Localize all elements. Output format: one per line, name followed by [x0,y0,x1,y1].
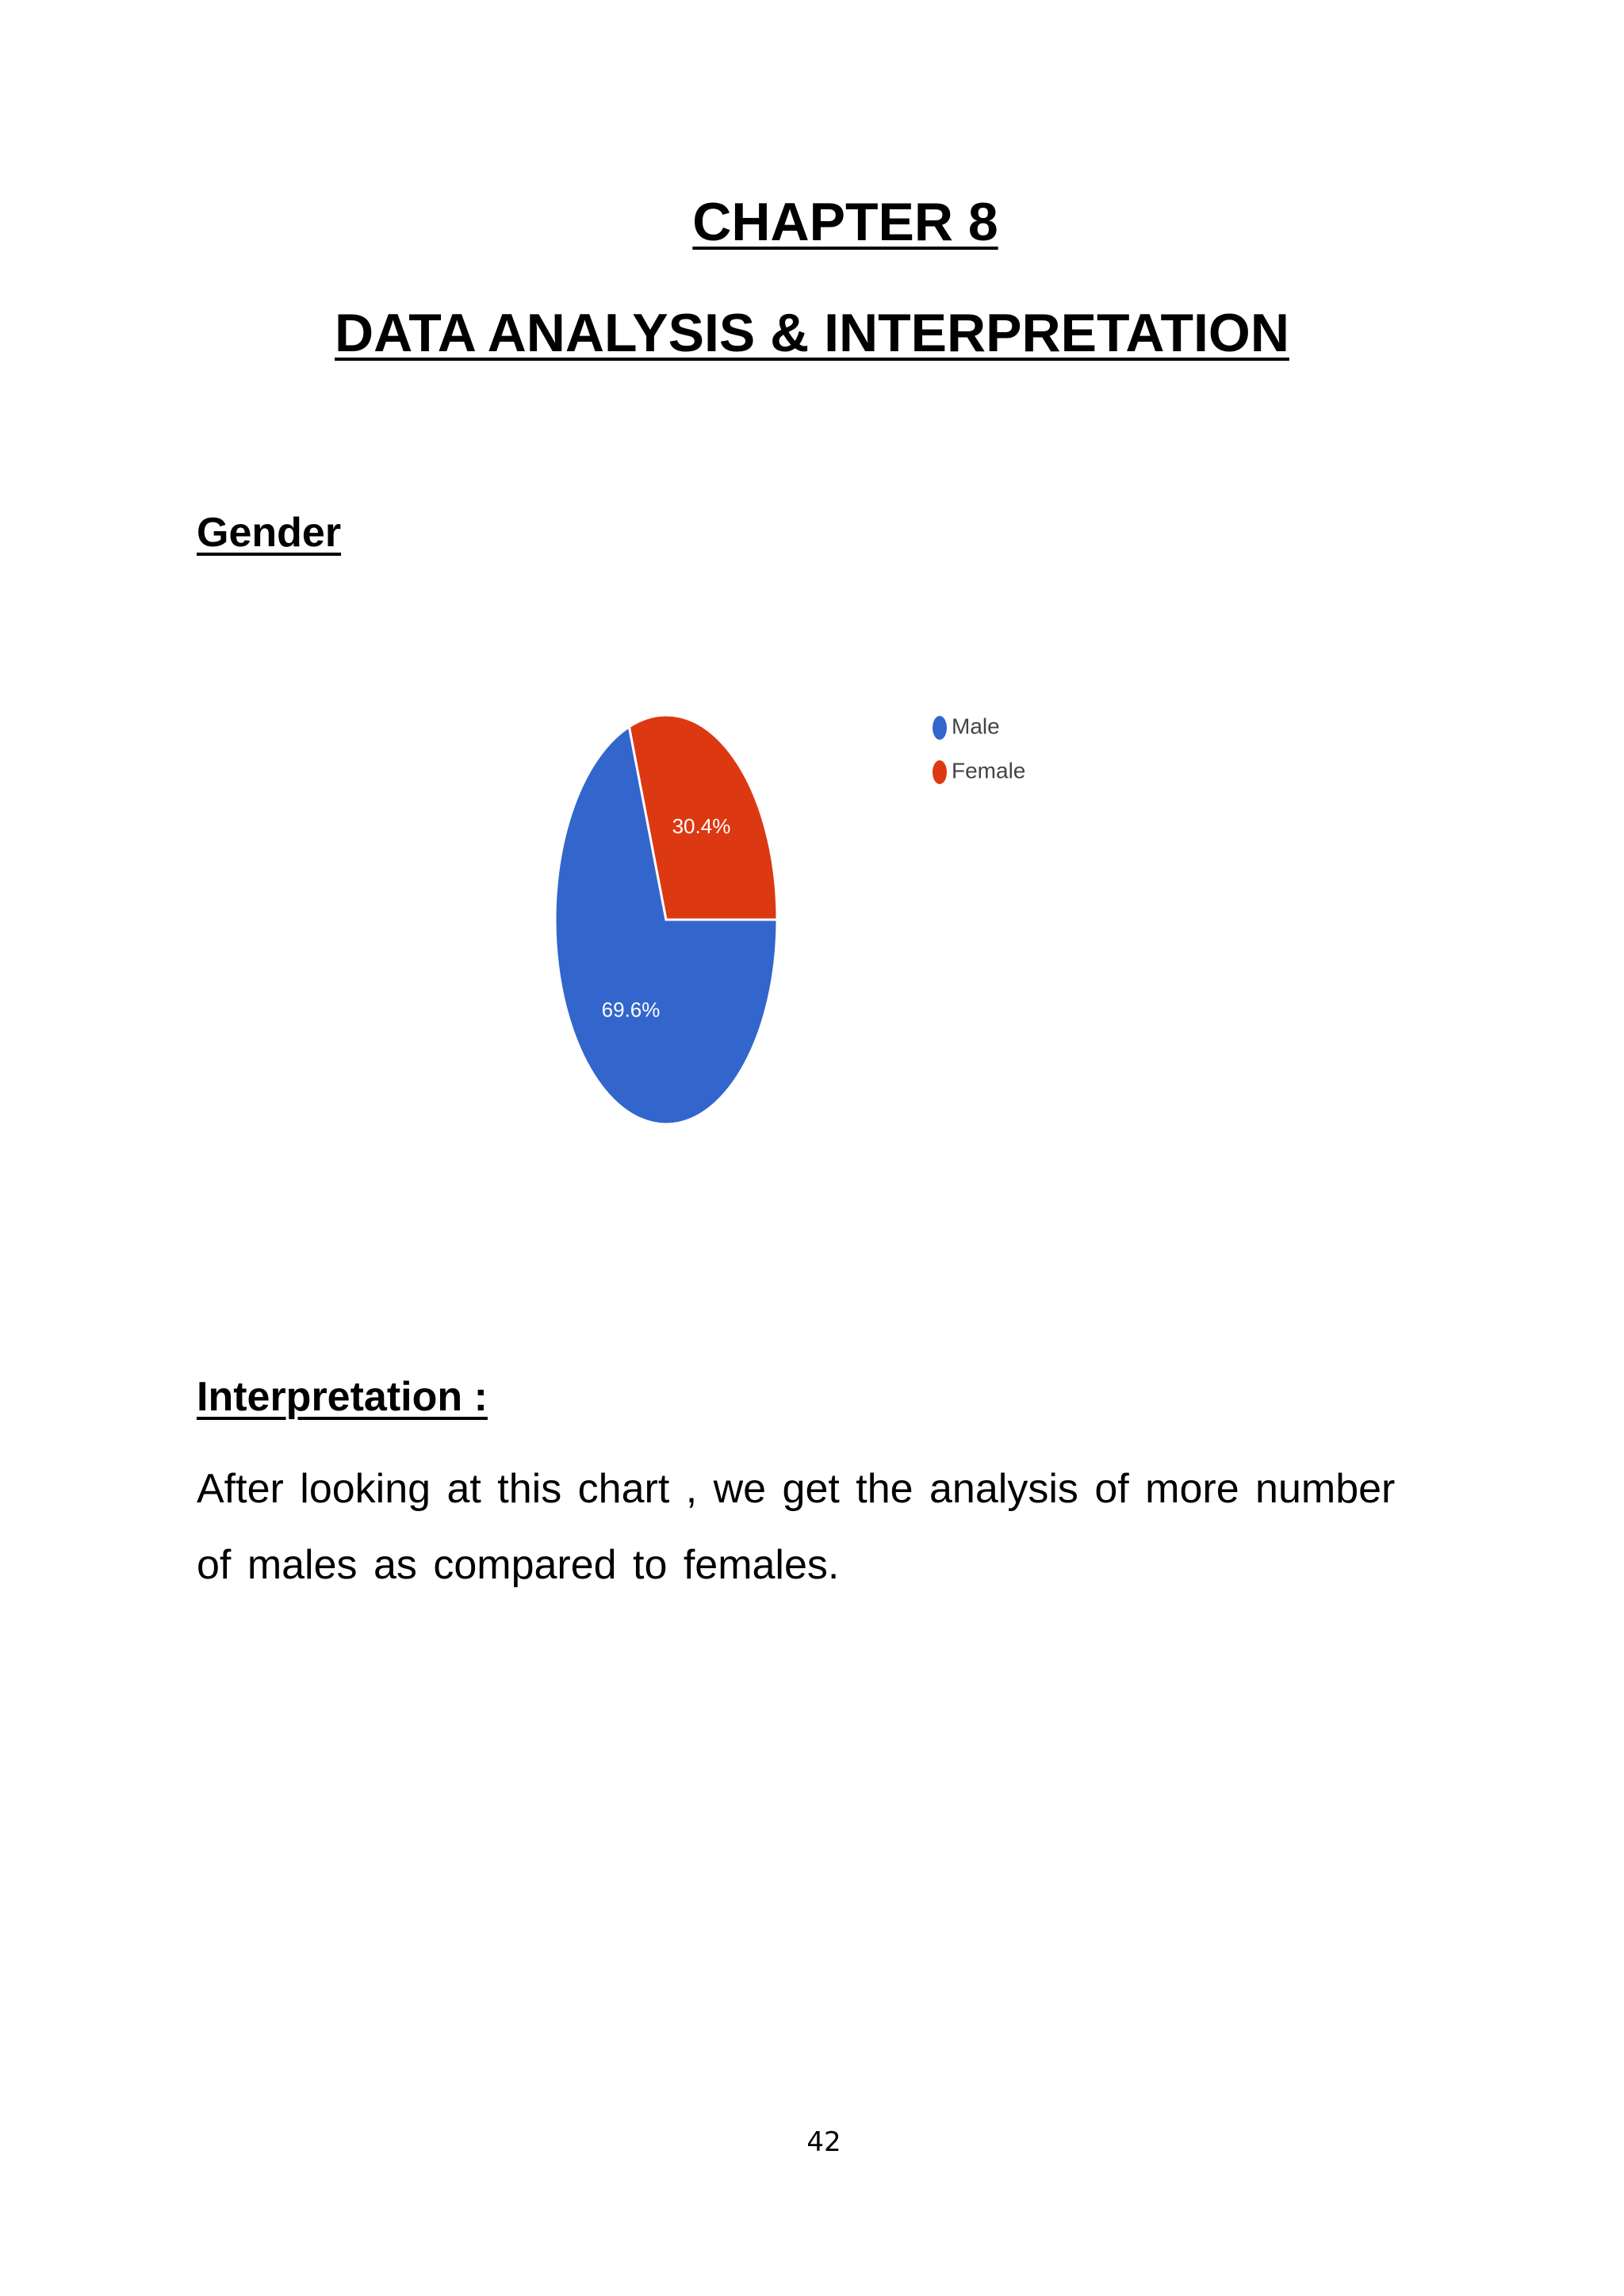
interpretation-text: After looking at this chart , we get the analysis of more number of males as compared to females. [197,1466,1396,1588]
pie-label-male: 69.6% [601,997,661,1022]
interpretation-heading [197,1372,488,1422]
pie-label-female: 30.4% [672,814,731,839]
section-heading-text: Gender [197,510,342,556]
legend-marker-female [933,760,947,784]
interpretation-heading-text: Interpretation : [197,1374,488,1420]
pie-chart-svg [523,682,1094,1158]
page-number: 42 [806,2126,841,2158]
page-title-text: DATA ANALYSIS & INTERPRETATION [335,303,1289,363]
legend-label-male: Male [952,714,1000,739]
chapter-heading [0,190,1624,254]
gender-pie-chart [523,682,1094,1158]
legend-label-female: Female [952,758,1026,783]
page-title [0,301,1624,365]
section-heading [197,507,341,558]
chapter-heading-text: CHAPTER 8 [692,192,998,252]
legend-marker-male [933,716,947,740]
